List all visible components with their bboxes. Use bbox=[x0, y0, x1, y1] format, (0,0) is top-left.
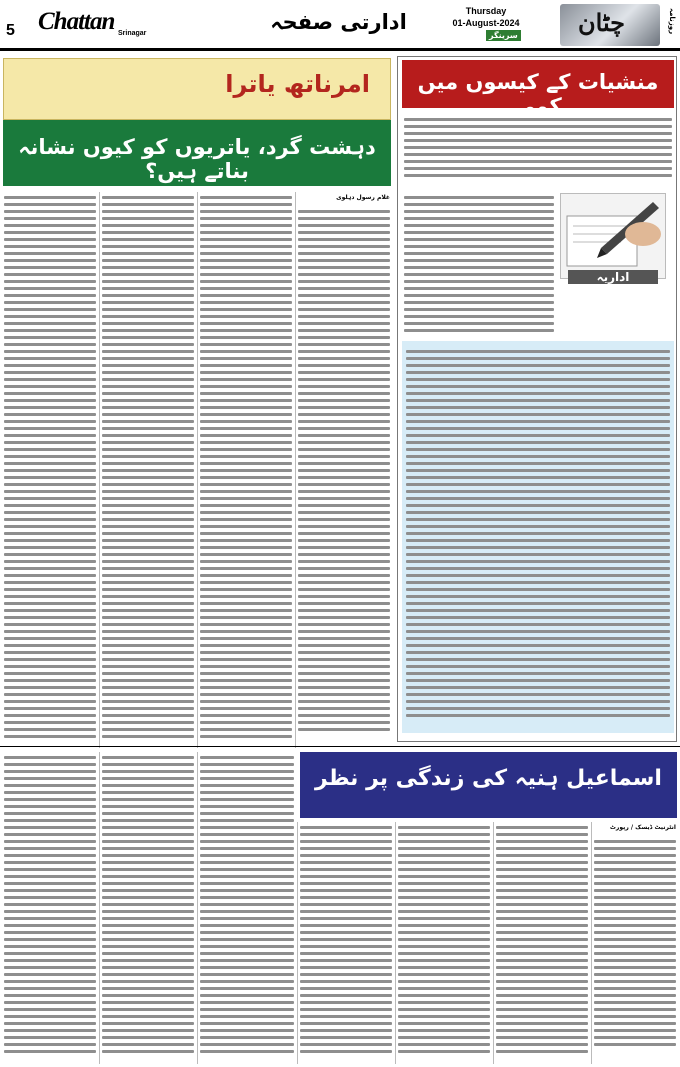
editorial-text-beside-image bbox=[404, 192, 554, 338]
column-divider bbox=[297, 822, 298, 1064]
column-divider bbox=[591, 822, 592, 1064]
editorial-headline: منشیات کے کیسوں میں کمی bbox=[417, 70, 659, 118]
page-number: 5 bbox=[6, 22, 15, 39]
editorial-text-body bbox=[406, 346, 670, 730]
feature-column-7 bbox=[594, 836, 676, 1064]
editorial-image-label: اداریہ bbox=[568, 270, 658, 284]
city-en: Srinagar bbox=[118, 30, 147, 37]
article-column-3 bbox=[200, 192, 292, 748]
article-column-2 bbox=[102, 192, 194, 748]
article-headline: دہشت گرد، یاتریوں کو کیوں نشانہ بناتے ہیں؟ bbox=[18, 135, 376, 183]
column-divider bbox=[99, 192, 100, 748]
column-divider bbox=[395, 822, 396, 1064]
column-divider bbox=[197, 192, 198, 748]
article-column-4 bbox=[298, 206, 390, 748]
pen-writing-icon bbox=[560, 193, 666, 279]
brand-name: Chattan bbox=[38, 8, 115, 35]
column-divider bbox=[295, 192, 296, 748]
feature-column-1 bbox=[4, 752, 96, 1064]
feature-column-4 bbox=[300, 822, 392, 1064]
feature-column-2 bbox=[102, 752, 194, 1064]
roznama-label: روزنامہ bbox=[668, 8, 676, 35]
issue-date: 01-August-2024 bbox=[452, 18, 520, 28]
editorial-text-top bbox=[404, 114, 672, 188]
article-column-1 bbox=[4, 192, 96, 748]
column-divider bbox=[99, 752, 100, 1064]
feature-column-6 bbox=[496, 822, 588, 1064]
section-title: ادارتی صفحہ bbox=[270, 10, 407, 34]
section-separator bbox=[0, 746, 680, 747]
feature-column-5 bbox=[398, 822, 490, 1064]
city-ur: سرینگر bbox=[486, 30, 521, 41]
masthead-rule bbox=[0, 48, 680, 51]
column-divider bbox=[197, 752, 198, 1064]
column-divider bbox=[493, 822, 494, 1064]
logo-text: چٹان bbox=[578, 8, 626, 37]
feature-column-3 bbox=[200, 752, 294, 1064]
feature-byline: انٹرنیٹ ڈیسک / رپورٹ bbox=[609, 824, 676, 831]
kicker-text: امرناتھ یاترا bbox=[225, 70, 370, 98]
article-byline: غلام رسول دہلوی bbox=[336, 194, 390, 201]
issue-day: Thursday bbox=[465, 6, 507, 16]
feature-headline: اسماعیل ہنیہ کی زندگی پر نظر bbox=[315, 766, 662, 791]
